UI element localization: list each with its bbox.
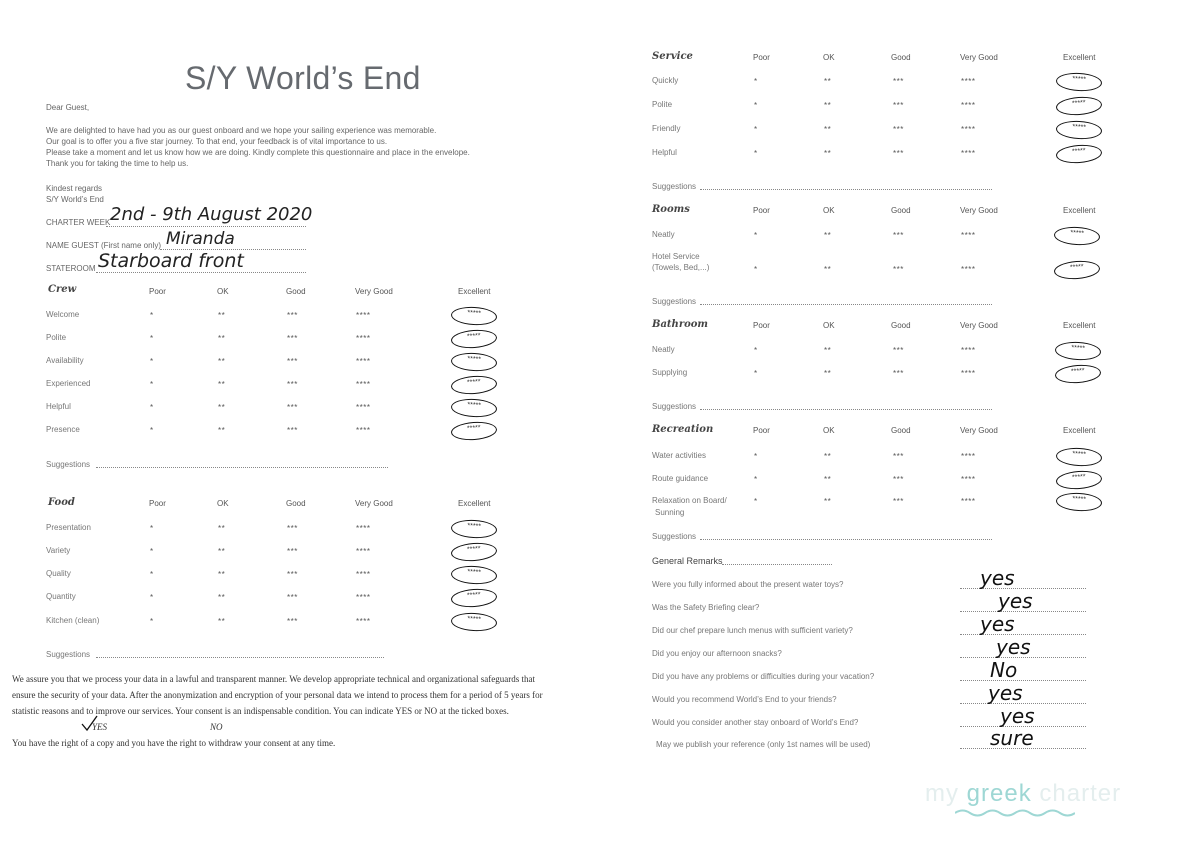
rating-stars[interactable]: *** — [893, 265, 904, 274]
row-label: (Towels, Bed,...) — [652, 263, 710, 272]
row-label: Neatly — [652, 345, 675, 354]
rating-stars: ***** — [467, 568, 482, 577]
rating-stars[interactable]: **** — [356, 547, 371, 556]
remark-question: Would you recommend World’s End to your friends? — [652, 695, 837, 704]
col-excellent: Excellent — [1063, 426, 1096, 435]
remark-answer-field[interactable]: yes — [980, 566, 1015, 590]
rating-selected-excellent[interactable] — [450, 541, 497, 562]
section-title-food: Food — [48, 497, 75, 508]
regards-line: Kindest regards — [46, 184, 103, 193]
rating-stars[interactable]: **** — [356, 311, 371, 320]
rating-stars[interactable]: *** — [287, 617, 298, 626]
col-poor: Poor — [753, 53, 770, 62]
rating-selected-excellent[interactable] — [1056, 120, 1103, 140]
rating-stars[interactable]: ** — [824, 369, 832, 378]
rating-stars[interactable]: *** — [893, 475, 904, 484]
charter-week-label: CHARTER WEEK — [46, 218, 111, 227]
rating-selected-excellent[interactable] — [1055, 143, 1102, 164]
privacy-line: statistic reasons and to improve our services. Your consent is an indispensable condition. You can indicate YES or NO at the ticked boxes. — [12, 706, 509, 716]
col-ok: OK — [823, 321, 835, 330]
remark-question: Did our chef prepare lunch menus with sufficient variety? — [652, 626, 853, 635]
rating-selected-excellent[interactable] — [1056, 72, 1103, 92]
rating-stars: ***** — [466, 332, 481, 341]
suggestions-label: Suggestions — [652, 297, 697, 306]
rating-stars[interactable]: **** — [961, 497, 976, 506]
rating-stars[interactable]: ** — [218, 357, 226, 366]
row-label: Presentation — [46, 523, 91, 532]
section-title-crew: Crew — [48, 284, 77, 295]
col-excellent: Excellent — [458, 287, 491, 296]
rating-stars: ***** — [467, 615, 482, 624]
watermark-right: charter — [1039, 780, 1122, 807]
col-poor: Poor — [753, 321, 770, 330]
row-label: Supplying — [652, 368, 688, 377]
col-good: Good — [286, 499, 306, 508]
rating-stars: ***** — [466, 591, 481, 600]
privacy-notice — [12, 671, 602, 751]
rating-stars: ***** — [467, 522, 482, 531]
remark-answer-field[interactable]: yes — [996, 635, 1031, 659]
row-label: Quality — [46, 569, 71, 578]
rating-stars: ***** — [1069, 263, 1084, 272]
rating-stars[interactable]: ** — [824, 497, 832, 506]
rating-stars[interactable]: * — [150, 524, 154, 533]
general-remarks-title: General Remarks — [652, 556, 723, 566]
regards-signature: S/Y World’s End — [46, 195, 104, 204]
row-label: Variety — [46, 546, 71, 555]
intro-line: Thank you for taking the time to help us. — [46, 159, 189, 168]
suggestions-label: Suggestions — [46, 460, 91, 469]
rating-selected-excellent[interactable] — [1054, 226, 1101, 246]
rating-selected-excellent[interactable] — [450, 420, 497, 441]
rating-stars[interactable]: **** — [356, 357, 371, 366]
rating-stars[interactable]: *** — [893, 149, 904, 158]
consent-check-icon — [80, 714, 100, 734]
remark-question: Did you have any problems or difficulties during your vacation? — [652, 672, 875, 681]
col-excellent: Excellent — [1063, 53, 1096, 62]
col-excellent: Excellent — [1063, 321, 1096, 330]
rating-stars: ***** — [1072, 495, 1087, 504]
rating-stars[interactable]: *** — [893, 497, 904, 506]
suggestions-label: Suggestions — [46, 650, 91, 659]
remark-answer-field[interactable]: yes — [998, 589, 1033, 613]
rating-stars[interactable]: ** — [218, 570, 226, 579]
rating-stars[interactable]: **** — [356, 617, 371, 626]
remark-question: Was the Safety Briefing clear? — [652, 603, 760, 612]
row-label: Sunning — [655, 508, 685, 517]
row-label: Polite — [46, 333, 67, 342]
rating-selected-excellent[interactable] — [1055, 341, 1102, 361]
rating-stars[interactable]: *** — [893, 125, 904, 134]
row-label: Welcome — [46, 310, 80, 319]
rating-stars: ***** — [466, 378, 481, 387]
stateroom-field[interactable]: Starboard front — [98, 250, 244, 272]
rating-selected-excellent[interactable] — [451, 565, 498, 585]
rating-stars[interactable]: * — [754, 497, 758, 506]
rating-selected-excellent[interactable] — [1053, 259, 1100, 280]
rating-stars[interactable]: **** — [961, 475, 976, 484]
rating-stars[interactable]: **** — [961, 101, 976, 110]
rating-stars[interactable]: **** — [961, 346, 976, 355]
rating-stars: ***** — [1071, 99, 1086, 108]
intro-line: We are delighted to have had you as our guest onboard and we hope your sailing experience was memorable. — [46, 126, 437, 135]
rating-stars[interactable]: *** — [893, 452, 904, 461]
rating-stars[interactable]: * — [150, 547, 154, 556]
col-poor: Poor — [149, 287, 166, 296]
rating-stars[interactable]: **** — [961, 265, 976, 274]
remark-answer-field[interactable]: yes — [980, 612, 1015, 636]
rating-stars[interactable]: **** — [356, 570, 371, 579]
consent-yes[interactable]: YES — [92, 722, 108, 732]
remark-question: Did you enjoy our afternoon snacks? — [652, 649, 782, 658]
consent-row — [12, 719, 602, 735]
greeting: Dear Guest, — [46, 103, 90, 112]
row-label: Relaxation on Board/ — [652, 496, 727, 505]
row-label: Neatly — [652, 230, 675, 239]
rating-stars[interactable]: *** — [287, 570, 298, 579]
rating-stars[interactable]: * — [150, 593, 154, 602]
rating-selected-excellent[interactable] — [1054, 363, 1101, 384]
rating-selected-excellent[interactable] — [451, 352, 498, 372]
col-very-good: Very Good — [960, 426, 998, 435]
rating-stars[interactable]: * — [150, 380, 154, 389]
col-very-good: Very Good — [355, 287, 393, 296]
rating-selected-excellent[interactable] — [451, 398, 498, 418]
rating-stars[interactable]: *** — [287, 524, 298, 533]
rating-stars[interactable]: ** — [824, 265, 832, 274]
rating-stars[interactable]: *** — [893, 346, 904, 355]
rating-stars[interactable]: **** — [961, 125, 976, 134]
row-label: Helpful — [46, 402, 71, 411]
rating-selected-excellent[interactable] — [451, 612, 498, 632]
row-label: Presence — [46, 425, 80, 434]
rating-stars[interactable]: * — [754, 475, 758, 484]
rating-stars: ***** — [1072, 75, 1087, 84]
rating-stars[interactable]: ** — [824, 101, 832, 110]
remark-question: Would you consider another stay onboard of World’s End? — [652, 718, 859, 727]
rating-stars: ***** — [1072, 450, 1087, 459]
col-ok: OK — [823, 53, 835, 62]
rating-stars[interactable]: **** — [356, 380, 371, 389]
rating-stars[interactable]: *** — [287, 593, 298, 602]
privacy-line: ensure the security of your data. After the anonymization and encryption of your personal data we intend to process them for a period of 5 years for — [12, 690, 543, 700]
rating-stars[interactable]: *** — [287, 403, 298, 412]
rating-stars: ***** — [466, 424, 481, 433]
rating-stars[interactable]: **** — [356, 593, 371, 602]
rating-selected-excellent[interactable] — [451, 306, 498, 326]
rating-stars[interactable]: *** — [287, 334, 298, 343]
rating-stars[interactable]: **** — [356, 426, 371, 435]
row-label: Quickly — [652, 76, 679, 85]
row-label: Quantity — [46, 592, 76, 601]
page-title: S/Y World’s End — [185, 60, 421, 96]
rating-stars[interactable]: ** — [824, 231, 832, 240]
rating-stars: ***** — [467, 309, 482, 318]
col-very-good: Very Good — [960, 321, 998, 330]
section-title-service: Service — [652, 51, 693, 62]
intro-paragraph — [46, 125, 506, 169]
intro-line: Our goal is to offer you a five star journey. To that end, your feedback is of vital importance to us. — [46, 137, 388, 146]
rating-stars: ***** — [467, 355, 482, 364]
rating-stars[interactable]: **** — [356, 403, 371, 412]
rating-stars[interactable]: *** — [893, 101, 904, 110]
remark-answer-field[interactable]: yes — [988, 681, 1023, 705]
row-label: Kitchen (clean) — [46, 616, 100, 625]
rating-stars[interactable]: *** — [287, 311, 298, 320]
rating-selected-excellent[interactable] — [451, 519, 498, 539]
rating-stars[interactable]: **** — [961, 369, 976, 378]
rating-stars[interactable]: *** — [893, 369, 904, 378]
rating-stars[interactable]: ** — [218, 403, 226, 412]
col-very-good: Very Good — [355, 499, 393, 508]
rating-stars[interactable]: * — [754, 231, 758, 240]
row-label: Helpful — [652, 148, 677, 157]
remark-question: May we publish your reference (only 1st names will be used) — [656, 740, 871, 749]
rating-stars[interactable]: * — [754, 125, 758, 134]
remark-question: Were you fully informed about the present water toys? — [652, 580, 844, 589]
privacy-line: We assure you that we process your data in a lawful and transparent manner. We develop appropriate technical and organizational safeguards that — [12, 674, 536, 684]
regards — [46, 183, 104, 205]
wave-icon — [955, 808, 1075, 818]
col-poor: Poor — [149, 499, 166, 508]
watermark-middle: greek — [966, 780, 1032, 807]
rating-stars: ***** — [1070, 367, 1085, 376]
remark-answer-field[interactable]: sure — [990, 726, 1034, 750]
rating-selected-excellent[interactable] — [450, 328, 497, 349]
rating-stars[interactable]: ** — [218, 524, 226, 533]
section-title-bathroom: Bathroom — [652, 319, 709, 330]
rating-stars[interactable]: * — [754, 149, 758, 158]
rating-stars: ***** — [1070, 229, 1085, 238]
rating-stars[interactable]: * — [150, 311, 154, 320]
rating-stars[interactable]: * — [754, 346, 758, 355]
rating-stars[interactable]: ** — [824, 77, 832, 86]
rating-stars: ***** — [1071, 344, 1086, 353]
row-label: Friendly — [652, 124, 681, 133]
rating-stars[interactable]: ** — [218, 426, 226, 435]
rating-stars[interactable]: ** — [218, 380, 226, 389]
privacy-line: You have the right of a copy and you have the right to withdraw your consent at any time. — [12, 738, 336, 748]
rating-stars[interactable]: * — [754, 452, 758, 461]
rating-stars[interactable]: * — [150, 617, 154, 626]
name-field[interactable]: Miranda — [166, 229, 235, 249]
rating-stars: ***** — [1071, 473, 1086, 482]
remark-answer-field[interactable]: yes — [1000, 704, 1035, 728]
rating-stars[interactable]: **** — [961, 77, 976, 86]
col-good: Good — [286, 287, 306, 296]
rating-stars[interactable]: *** — [893, 231, 904, 240]
row-label: Availability — [46, 356, 84, 365]
rating-selected-excellent[interactable] — [450, 374, 497, 395]
rating-stars[interactable]: * — [150, 334, 154, 343]
rating-stars: ***** — [466, 545, 481, 554]
rating-stars[interactable]: *** — [287, 357, 298, 366]
rating-selected-excellent[interactable] — [1056, 492, 1103, 512]
row-label: Experienced — [46, 379, 91, 388]
charter-week-field[interactable]: 2nd - 9th August 2020 — [110, 204, 313, 225]
rating-stars[interactable]: * — [150, 403, 154, 412]
rating-stars[interactable]: ** — [218, 617, 226, 626]
col-good: Good — [891, 426, 911, 435]
rating-selected-excellent[interactable] — [1056, 447, 1103, 467]
col-ok: OK — [823, 426, 835, 435]
rating-stars[interactable]: ** — [824, 149, 832, 158]
col-excellent: Excellent — [458, 499, 491, 508]
rating-stars: ***** — [467, 401, 482, 410]
rating-stars[interactable]: *** — [287, 547, 298, 556]
rating-stars[interactable]: ** — [218, 311, 226, 320]
rating-stars[interactable]: **** — [356, 334, 371, 343]
rating-stars[interactable]: **** — [356, 524, 371, 533]
rating-stars[interactable]: ** — [824, 452, 832, 461]
col-very-good: Very Good — [960, 53, 998, 62]
rating-stars[interactable]: *** — [893, 77, 904, 86]
intro-line: Please take a moment and let us know how we are doing. Kindly complete this questionnaire and place in the envelope. — [46, 148, 470, 157]
suggestions-label: Suggestions — [652, 182, 697, 191]
remark-answer-field[interactable]: No — [990, 658, 1018, 682]
rating-stars[interactable]: * — [150, 570, 154, 579]
rating-stars[interactable]: * — [754, 101, 758, 110]
col-ok: OK — [217, 287, 229, 296]
row-label: Route guidance — [652, 474, 709, 483]
rating-stars[interactable]: ** — [824, 475, 832, 484]
rating-stars[interactable]: **** — [961, 452, 976, 461]
rating-stars[interactable]: **** — [961, 149, 976, 158]
row-label: Water activities — [652, 451, 706, 460]
suggestions-label: Suggestions — [652, 532, 697, 541]
rating-selected-excellent[interactable] — [1055, 469, 1102, 490]
suggestions-label: Suggestions — [652, 402, 697, 411]
name-label: NAME GUEST (First name only) — [46, 241, 161, 250]
col-good: Good — [891, 321, 911, 330]
row-label: Polite — [652, 100, 673, 109]
rating-stars[interactable]: *** — [287, 426, 298, 435]
rating-stars[interactable]: ** — [824, 125, 832, 134]
col-very-good: Very Good — [960, 206, 998, 215]
rating-stars[interactable]: ** — [824, 346, 832, 355]
col-good: Good — [891, 206, 911, 215]
rating-stars[interactable]: * — [150, 426, 154, 435]
rating-selected-excellent[interactable] — [1055, 95, 1102, 116]
rating-stars: ***** — [1071, 147, 1086, 156]
section-title-rooms: Rooms — [652, 204, 690, 215]
consent-no[interactable]: NO — [210, 722, 223, 732]
row-label: Hotel Service — [652, 252, 700, 261]
col-poor: Poor — [753, 426, 770, 435]
col-excellent: Excellent — [1063, 206, 1096, 215]
col-ok: OK — [217, 499, 229, 508]
col-good: Good — [891, 53, 911, 62]
section-title-recreation: Recreation — [652, 424, 714, 435]
rating-stars[interactable]: ** — [218, 547, 226, 556]
rating-stars[interactable]: * — [754, 77, 758, 86]
rating-stars[interactable]: ** — [218, 334, 226, 343]
watermark-left: my — [925, 780, 959, 807]
rating-stars: ***** — [1072, 123, 1087, 132]
rating-stars[interactable]: *** — [287, 380, 298, 389]
rating-stars[interactable]: * — [754, 369, 758, 378]
stateroom-label: STATEROOM — [46, 264, 96, 273]
rating-stars[interactable]: **** — [961, 231, 976, 240]
col-ok: OK — [823, 206, 835, 215]
rating-stars[interactable]: * — [754, 265, 758, 274]
rating-stars[interactable]: * — [150, 357, 154, 366]
rating-stars[interactable]: ** — [218, 593, 226, 602]
rating-selected-excellent[interactable] — [450, 587, 497, 608]
watermark-logo — [925, 780, 1121, 808]
col-poor: Poor — [753, 206, 770, 215]
